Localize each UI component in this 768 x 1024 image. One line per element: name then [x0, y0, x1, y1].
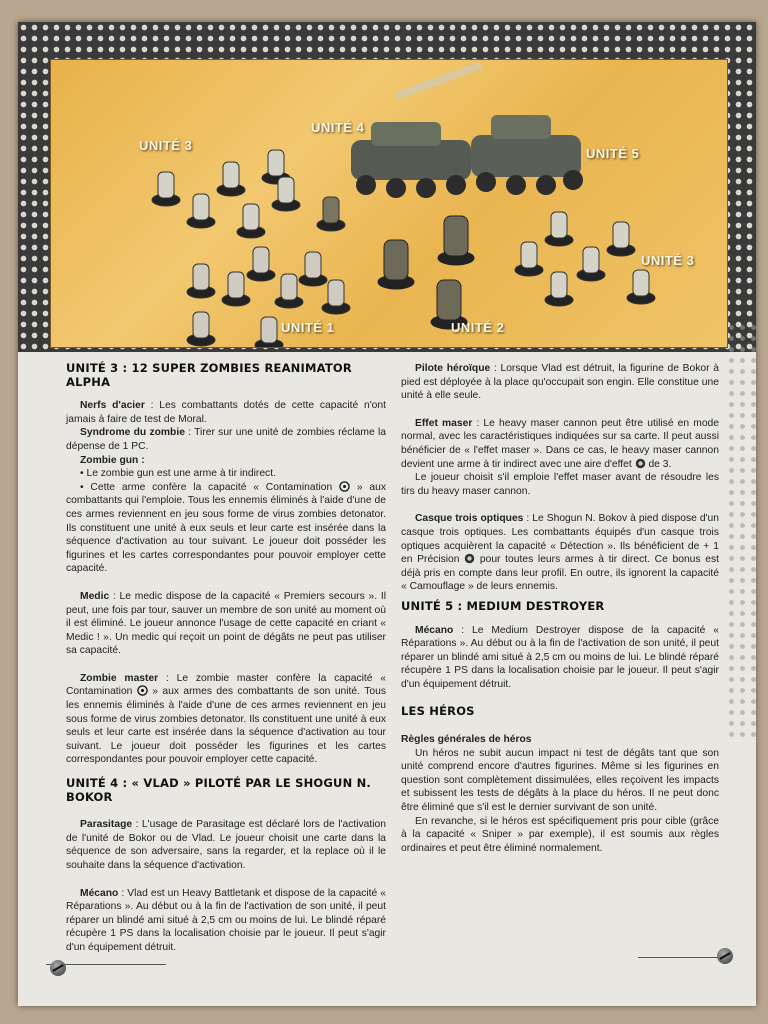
pilote-text: : Lorsque Vlad est détruit, la figurine de Bokor à pied est déployée à la place qu'occupait son engin. Elle constitue une unité à elle seule.: [401, 363, 719, 402]
nerfs-title: Nerfs d'acier: [80, 400, 145, 412]
para-pilote: [401, 362, 719, 403]
para-medic: [66, 590, 386, 658]
zmaster-text-a: : Le zombie master confère la capacité « Contamination: [66, 672, 386, 698]
bullet-2: [66, 481, 386, 576]
label-unite1: UNITÉ 1: [281, 320, 335, 335]
area-effect-icon: [635, 458, 646, 469]
label-unite3-left: UNITÉ 3: [139, 138, 193, 153]
para-parasitage: [66, 818, 386, 872]
casque-title: Casque trois optiques: [415, 513, 524, 525]
minis-unite3-left: [152, 150, 345, 238]
label-unite4: UNITÉ 4: [311, 120, 365, 135]
para-zombie-master: [66, 672, 386, 767]
casque-text-b: pour toutes leurs armes à tir direct. Ce bonus est déjà pris en compte dans leur profil. En outre, ils ignorent la capacité « Camouflage » de leurs ennemis.: [401, 554, 719, 593]
zmaster-text-b: » aux armes des combattants de son unité. Tous les ennemis éliminés à l'aide d'une de ces armes reviennent en jeu sous forme de virus zombies detonator. Ils constituent une unité à eux seuls et leur carte est insérée dans la séquence d'activation au tour suivant. Le joueur doit posséder les figurines et les cartes correspondantes pour pouvoir employer cette capacité.: [66, 686, 386, 766]
para-syndrome: [66, 426, 386, 453]
medic-title: Medic: [80, 590, 110, 602]
label-unite3-right: UNITÉ 3: [641, 253, 695, 268]
para-casque: [401, 512, 719, 594]
para-regles-2: En revanche, si le héros est spécifiquement pris pour cible (grâce à la capacité « Sniper » par exemple), il est soumis aux règles ordinaires et peut être éliminé normalement.: [401, 815, 719, 854]
nerfs-text: : Les combattants dotés de cette capacité n'ont jamais à faire de test de Moral.: [66, 400, 386, 425]
label-unite5: UNITÉ 5: [586, 146, 640, 161]
heading-unite5: UNITÉ 5 : MEDIUM DESTROYER: [401, 598, 605, 613]
left-column: [66, 362, 386, 955]
para-mecano: [66, 887, 386, 955]
biohazard-icon: [339, 481, 350, 492]
effet-text-a: : Le heavy maser cannon peut être utilisé en mode normal, avec les caractéristiques indiquées sur sa carte. Il peut aussi bénéficier de « l'effet maser ». Dans ce cas, le heavy maser cannon devient une arme à tir indirect avec une aire d'effet: [401, 417, 719, 470]
effet-title: Effet maser: [415, 417, 473, 429]
heading-unite3: UNITÉ 3 : 12 SUPER ZOMBIES REANIMATOR ALPHA: [66, 361, 352, 389]
para-effet-maser: [401, 417, 719, 471]
rulebook-page: [18, 22, 756, 1006]
para-effet-maser-2: Le joueur choisit s'il emploie l'effet maser avant de résoudre les tirs du heavy maser cannon.: [401, 472, 719, 497]
mecano-text: : Vlad est un Heavy Battletank et dispose de la capacité « Réparations ». Au début ou à la fin de l'activation de son unité, il peut réparer un blindé ami situé à 2,5 cm ou moins de lui. Le blindé réparé récupère 1 PS dans la localisation choisie par le joueur. Il peut s'agir d'un équipement détruit.: [66, 887, 386, 953]
parasitage-text: : L'usage de Parasitage est déclaré lors de l'activation de l'unité de Bokor ou de Vlad. Le joueur choisit une carte dans la séquence de son adversaire, sans la regarder, et la replace où il le souhaite dans la séquence d'activation.: [66, 819, 386, 871]
tank-unite4: [351, 61, 482, 198]
miniatures-illustration: [51, 60, 727, 347]
parasitage-title: Parasitage: [80, 819, 133, 831]
mecano2-text: : Le Medium Destroyer dispose de la capacité « Réparations ». Au début ou à la fin de l'activation de son unité, il peut réparer un blindé ami situé à 2,5 cm ou moins de lui. Le blindé réparé récupère 1 PS dans la localisation choisie par le joueur. Il peut s'agir d'un équipement détruit.: [401, 624, 719, 690]
heading-heros: LES HÉROS: [401, 704, 475, 719]
bullet-2-b: » aux combattants qui l'emploie. Tous les ennemis éliminés à l'aide d'une de ces armes reviennent en jeu sous forme de virus zombies detonator. Ils constituent une unité à eux seuls et leur carte est insérée dans la séquence d'activation au tour suivant. Le joueur doit posséder les figurines et les cartes correspondantes pour pouvoir employer cette capacité.: [66, 481, 386, 575]
right-column: [401, 362, 719, 855]
zombiegun-title: Zombie gun :: [80, 454, 145, 466]
regles-title: Règles générales de héros: [401, 734, 532, 746]
minis-unite2: [378, 216, 474, 329]
screw-icon-left: [50, 960, 66, 976]
tank-unite5: [471, 115, 583, 195]
medic-text: : Le medic dispose de la capacité « Premiers secours ». Il peut, une fois par tour, sauver un membre de son unité au moment où il est éliminé. Le joueur annonce l'usage de cette capacité en criant « Medic ! ». Un medic qui reçoit un point de dégâts ne peut pas utiliser sa capacité.: [66, 590, 386, 657]
pilote-title: Pilote héroïque: [415, 363, 491, 374]
bullet-2-a: • Cette arme confère la capacité « Contamination: [80, 481, 340, 493]
syndrome-title: Syndrome du zombie: [80, 427, 185, 439]
syndrome-text: : Tirer sur une unité de zombies réclame la dépense de 1 PC.: [66, 427, 386, 452]
biohazard-icon: [137, 685, 148, 696]
para-mecano-2: [401, 624, 719, 692]
precision-icon: [464, 553, 475, 564]
para-regles-1: Un héros ne subit aucun impact ni test de dégâts tant que son unité comprend encore d'autres figurines. Même si les figurines en question sont complètement dissimulées, elles reçoivent les impacts et subissent les tests de dégâts à la place du héros. Il ne peut donc être éliminé que s'il est le dernier survivant de son unité.: [401, 747, 719, 814]
dot-pattern-right: [726, 322, 756, 742]
mecano-title: Mécano: [80, 887, 119, 899]
effet-text-b: de 3.: [645, 458, 672, 470]
casque-text-a: : Le Shogun N. Bokov à pied dispose d'un casque trois optiques. Les combattants équipés d'un casque trois optiques acquièrent la capacité « Détection ». Ils bénéficient de + 1 en Précision: [401, 513, 719, 566]
screw-icon-right: [717, 948, 733, 964]
heading-unite4: UNITÉ 4 : « VLAD » PILOTÉ PAR LE SHOGUN N. BOKOR: [66, 776, 372, 804]
mecano2-title: Mécano: [415, 624, 454, 636]
zmaster-title: Zombie master: [80, 672, 159, 684]
minis-unite3-right: [515, 212, 655, 306]
para-nerfs: [66, 399, 386, 426]
bullet-1: • Le zombie gun est une arme à tir indirect.: [80, 468, 276, 480]
miniatures-photo: [50, 59, 728, 348]
label-unite2: UNITÉ 2: [451, 320, 505, 335]
